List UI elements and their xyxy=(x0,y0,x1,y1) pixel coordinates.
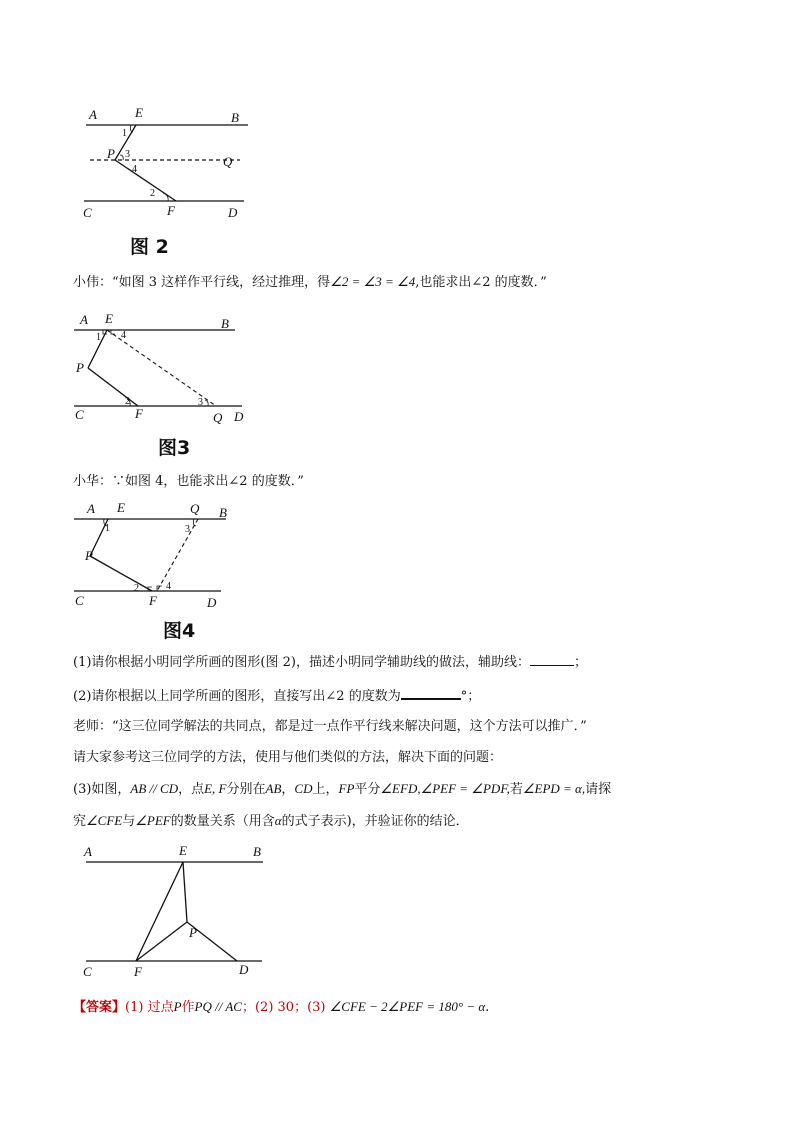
question-3-line-1 xyxy=(73,779,765,800)
figure-2-caption: 图 2 xyxy=(130,236,169,258)
label-q: Q xyxy=(213,410,223,425)
label-d: D xyxy=(234,409,244,424)
figure-2 xyxy=(80,105,260,260)
label-c: C xyxy=(75,593,84,608)
q3-math: CD xyxy=(294,781,313,796)
label-d: D xyxy=(228,205,238,220)
label-b: B xyxy=(231,110,239,125)
angle-2: 2 xyxy=(134,583,139,594)
angle-4: 4 xyxy=(166,581,171,592)
label-c: C xyxy=(83,964,92,979)
q3-math: ∠EPD = α, xyxy=(522,781,586,796)
angle-3: 3 xyxy=(185,524,190,535)
xiaohua-paragraph: 小华：∵如图 4，也能求出∠2 的度数．” xyxy=(73,474,304,489)
label-e: E xyxy=(105,312,113,326)
label-d: D xyxy=(207,595,217,610)
question-2 xyxy=(73,684,765,707)
segment-pf xyxy=(90,556,152,591)
answer-math: PQ // AC xyxy=(194,999,242,1014)
q3-math: ∠PEF xyxy=(135,813,171,828)
question-2-blank[interactable] xyxy=(401,684,461,700)
angle-1: 1 xyxy=(96,332,101,343)
label-a: A xyxy=(80,312,88,327)
angle-2: 2 xyxy=(150,188,155,199)
answer-text: ；(2) 30；(3) xyxy=(241,1000,326,1015)
label-p: P xyxy=(76,360,84,375)
question-2-text: (2)请你根据以上同学所画的图形，直接写出∠2 的度数为 xyxy=(73,689,401,704)
answer-text: 作 xyxy=(181,1000,195,1015)
label-p: P xyxy=(107,146,115,161)
label-p: P xyxy=(189,925,197,940)
figure-3-caption: 图3 xyxy=(158,437,191,459)
question-3-line-2 xyxy=(73,811,765,832)
figure-4 xyxy=(70,500,240,642)
question-2-end: °； xyxy=(460,689,481,704)
q3-text: 究 xyxy=(73,814,87,829)
figure-3 xyxy=(70,312,250,462)
xiaowei-text-prefix: 小伟：“如图 3 这样作平行线，经过推理，得 xyxy=(73,275,331,290)
q3-text: 上， xyxy=(312,782,339,797)
question-1-end: ； xyxy=(573,655,587,670)
angle-1: 1 xyxy=(122,128,127,139)
figure-question-3 xyxy=(75,840,275,985)
label-a: A xyxy=(87,501,95,516)
q3-math: E, F xyxy=(204,781,227,796)
q3-text: 请探 xyxy=(585,782,612,797)
segment-pf xyxy=(88,368,138,406)
answer-end: . xyxy=(485,1000,490,1015)
angle-3: 3 xyxy=(198,397,203,408)
q3-text: 的式子表示)，并验证你的结论． xyxy=(281,814,469,829)
label-q: Q xyxy=(190,501,200,516)
label-f: F xyxy=(134,964,142,979)
q3-text: 与 xyxy=(122,814,136,829)
angle-1: 1 xyxy=(105,523,110,534)
angle-4: 4 xyxy=(132,164,137,175)
q3-math: FP xyxy=(338,781,355,796)
label-c: C xyxy=(83,205,92,220)
label-e: E xyxy=(117,500,125,515)
q3-math: α xyxy=(274,813,282,828)
q3-math: ∠EFD,∠PEF = ∠PDF, xyxy=(380,781,510,796)
segment-ef xyxy=(136,862,183,961)
answer-text: (1) 过点 xyxy=(125,1000,174,1015)
q3-text: 平分 xyxy=(354,782,381,797)
answer-math: P xyxy=(173,999,182,1014)
q3-text: ，点 xyxy=(178,782,205,797)
angle-2: 2 xyxy=(125,396,130,407)
q3-text: 若 xyxy=(509,782,523,797)
q3-text: (3)如图， xyxy=(73,782,131,797)
teacher-paragraph: 老师：“这三位同学解法的共同点，都是过一点作平行线来解决问题，这个方法可以推广．” xyxy=(73,719,587,734)
figure-4-diagram xyxy=(70,500,240,642)
label-e: E xyxy=(135,105,143,120)
xiaowei-math: ∠2 = ∠3 = ∠4 xyxy=(330,274,416,289)
q3-text: 的数量关系（用含 xyxy=(170,814,275,829)
q3-math: AB xyxy=(265,781,282,796)
angle-4: 4 xyxy=(121,330,126,341)
answer-line xyxy=(73,997,765,1018)
label-f: F xyxy=(149,593,157,608)
q3-math: ∠CFE xyxy=(86,813,123,828)
question-1 xyxy=(73,651,765,673)
label-e: E xyxy=(179,843,187,858)
figure-3-diagram xyxy=(70,312,250,462)
q3-text: 分别在 xyxy=(226,782,266,797)
label-a: A xyxy=(89,107,97,122)
label-b: B xyxy=(221,316,229,331)
xiaowei-paragraph xyxy=(73,272,765,293)
question-1-blank[interactable] xyxy=(530,651,574,666)
answer-tag: 【答案】 xyxy=(73,1000,126,1015)
label-a: A xyxy=(84,844,92,859)
segment-qf-dashed xyxy=(157,519,198,591)
segment-ep xyxy=(183,862,187,922)
xiaowei-text-suffix: ,也能求出∠2 的度数．” xyxy=(415,275,547,290)
label-p: P xyxy=(85,548,93,563)
label-f: F xyxy=(135,406,143,421)
label-b: B xyxy=(219,505,227,520)
angle-3: 3 xyxy=(125,149,130,160)
figure-4-caption: 图4 xyxy=(163,620,196,642)
label-b: B xyxy=(253,844,261,859)
label-c: C xyxy=(75,407,84,422)
q3-math: AB // CD xyxy=(130,781,179,796)
segment-fp xyxy=(136,922,187,961)
question-1-text: (1)请你根据小明同学所画的图形(图 2)，描述小明同学辅助线的做法，辅助线： xyxy=(73,655,530,670)
label-d: D xyxy=(239,962,249,977)
answer-math: ∠CFE − 2∠PEF = 180° − α xyxy=(329,999,486,1014)
label-f: F xyxy=(167,203,175,218)
instruction-paragraph: 请大家参考这三位同学的方法，使用与他们类似的方法，解决下面的问题： xyxy=(73,750,503,765)
label-q: Q xyxy=(223,154,233,169)
q3-text: ， xyxy=(281,782,295,797)
figure-2-diagram xyxy=(80,105,260,260)
figure-question-3-diagram xyxy=(75,840,275,985)
